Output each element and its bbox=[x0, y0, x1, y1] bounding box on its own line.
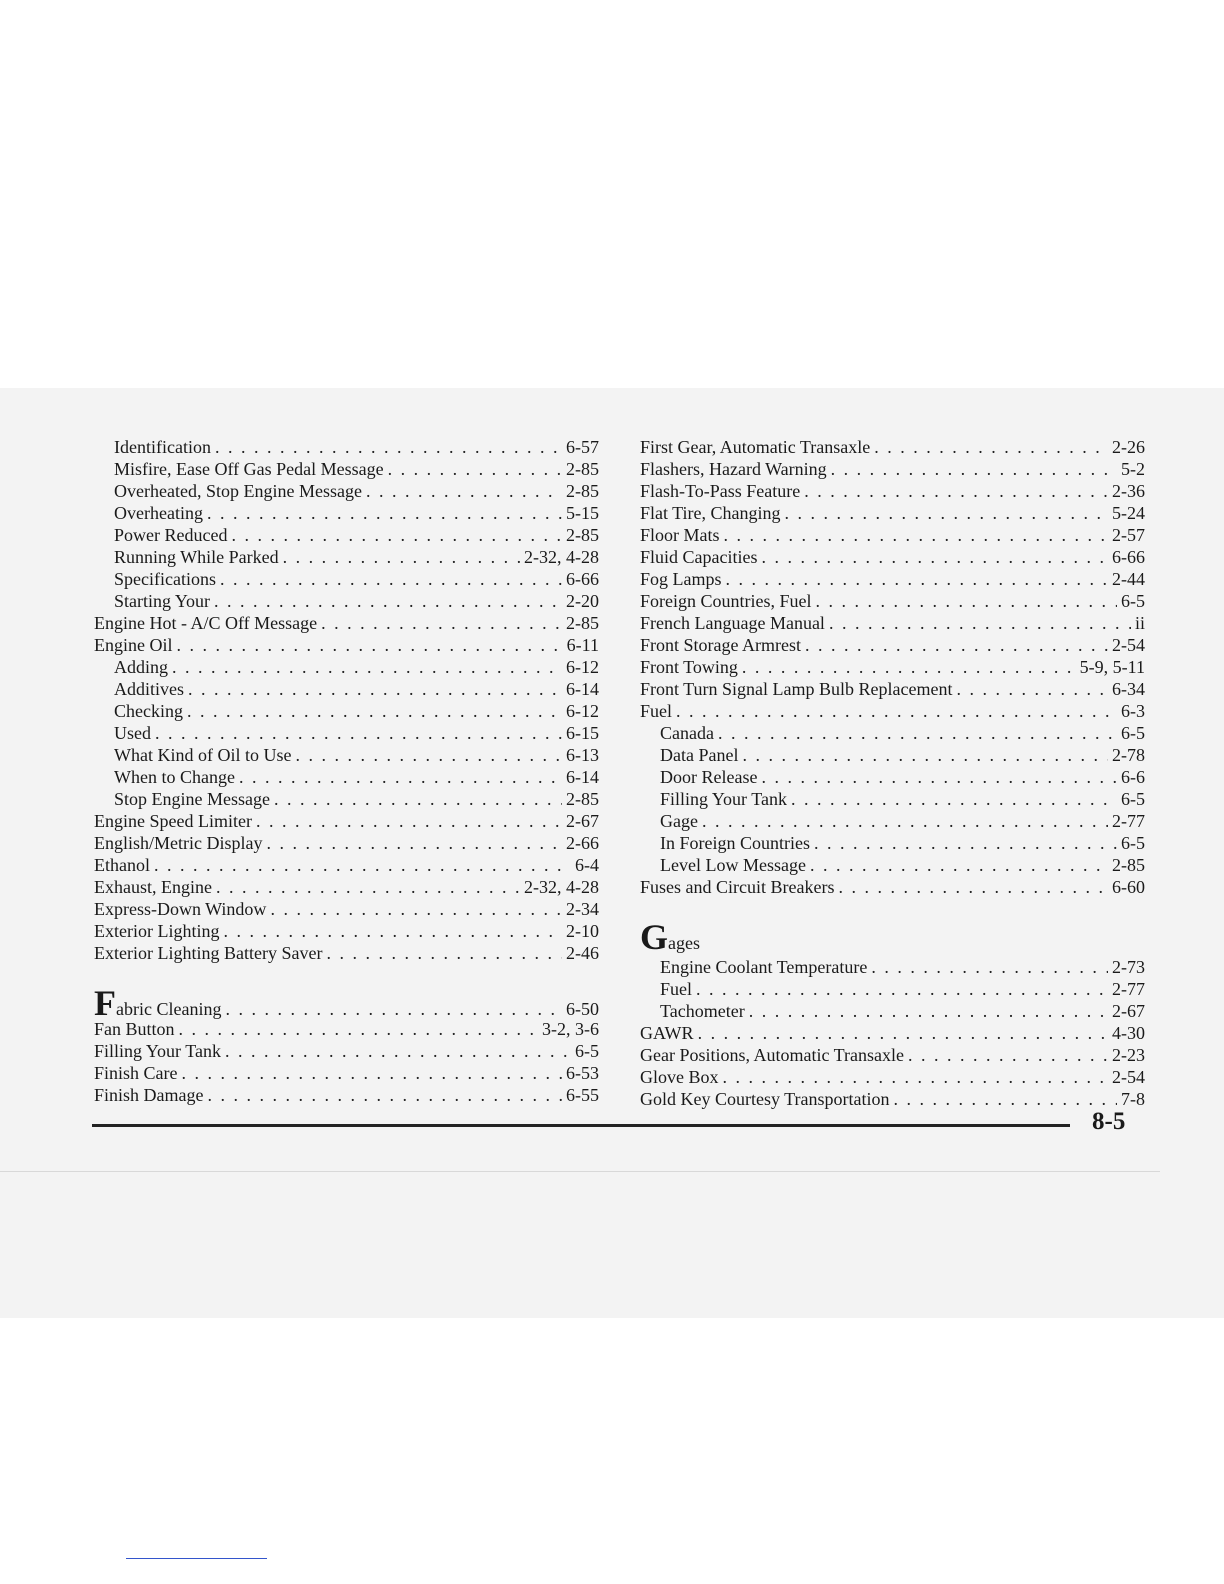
entry-label: Express-Down Window bbox=[94, 899, 267, 919]
leader-dots bbox=[256, 810, 562, 832]
entry-page: 2-85 bbox=[1112, 855, 1145, 875]
index-entry bbox=[94, 524, 599, 546]
index-entry bbox=[640, 1088, 1145, 1110]
entry-page: 6-12 bbox=[566, 657, 599, 677]
entry-page: 6-6 bbox=[1121, 767, 1145, 787]
entry-label: Ethanol bbox=[94, 855, 150, 875]
leader-dots bbox=[215, 436, 562, 458]
leader-dots bbox=[321, 612, 562, 634]
index-column-left bbox=[94, 436, 599, 1106]
leader-dots bbox=[829, 612, 1131, 634]
entry-page: 2-66 bbox=[566, 833, 599, 853]
left-entries bbox=[94, 436, 599, 964]
entry-label: Flashers, Hazard Warning bbox=[640, 459, 827, 479]
index-entry bbox=[640, 546, 1145, 568]
leader-dots bbox=[761, 766, 1117, 788]
index-entry bbox=[94, 700, 599, 722]
leader-dots bbox=[742, 656, 1076, 678]
index-entry bbox=[640, 678, 1145, 700]
g-entries bbox=[640, 956, 1145, 1110]
leader-dots bbox=[188, 678, 562, 700]
leader-dots bbox=[239, 766, 562, 788]
index-entry bbox=[94, 590, 599, 612]
index-entry bbox=[94, 876, 599, 898]
entry-page: 6-66 bbox=[1112, 547, 1145, 567]
leader-dots bbox=[785, 502, 1108, 524]
entry-page: 6-53 bbox=[566, 1063, 599, 1083]
entry-page: 6-4 bbox=[575, 855, 599, 875]
leader-dots bbox=[749, 1000, 1108, 1022]
leader-dots bbox=[696, 978, 1108, 1000]
index-entry bbox=[94, 744, 599, 766]
entry-label: French Language Manual bbox=[640, 613, 825, 633]
entry-page: 2-54 bbox=[1112, 1067, 1145, 1087]
entry-label: Fog Lamps bbox=[640, 569, 722, 589]
entry-page: 6-55 bbox=[566, 1085, 599, 1105]
page-number: 8-5 bbox=[1092, 1108, 1126, 1135]
entry-label: Running While Parked bbox=[114, 547, 279, 567]
entry-page: 5-24 bbox=[1112, 503, 1145, 523]
entry-page: 6-5 bbox=[575, 1041, 599, 1061]
entry-page: 2-73 bbox=[1112, 957, 1145, 977]
entry-page: 7-8 bbox=[1121, 1089, 1145, 1109]
entry-label: Tachometer bbox=[660, 1001, 745, 1021]
entry-label: Fuel bbox=[660, 979, 693, 999]
entry-page: 6-14 bbox=[566, 767, 599, 787]
leader-dots bbox=[791, 788, 1117, 810]
index-entry bbox=[94, 634, 599, 656]
index-entry bbox=[640, 568, 1145, 590]
index-entry bbox=[94, 1040, 599, 1062]
index-entry bbox=[94, 832, 599, 854]
entry-page: 2-77 bbox=[1112, 979, 1145, 999]
entry-label: Flash-To-Pass Feature bbox=[640, 481, 801, 501]
index-entry bbox=[94, 722, 599, 744]
link-underline bbox=[126, 1558, 267, 1559]
entry-label: Starting Your bbox=[114, 591, 211, 611]
leader-dots bbox=[283, 546, 520, 568]
leader-dots bbox=[718, 722, 1117, 744]
leader-dots bbox=[154, 854, 571, 876]
entry-page: 6-57 bbox=[566, 437, 599, 457]
entry-label: Filling Your Tank bbox=[94, 1041, 221, 1061]
entry-label: Additives bbox=[114, 679, 184, 699]
entry-page: 6-13 bbox=[566, 745, 599, 765]
index-entry bbox=[640, 436, 1145, 458]
index-entry bbox=[640, 722, 1145, 744]
index-entry bbox=[94, 678, 599, 700]
section-heading-gages: G ages bbox=[640, 917, 700, 957]
index-entry bbox=[640, 854, 1145, 876]
index-entry bbox=[94, 612, 599, 634]
leader-dots bbox=[894, 1088, 1118, 1110]
entry-page: 2-67 bbox=[1112, 1001, 1145, 1021]
leader-dots bbox=[326, 942, 562, 964]
index-entry bbox=[94, 810, 599, 832]
entry-label: Door Release bbox=[660, 767, 758, 787]
entry-page: 6-14 bbox=[566, 679, 599, 699]
entry-label: Flat Tire, Changing bbox=[640, 503, 781, 523]
entry-page: 2-10 bbox=[566, 921, 599, 941]
entry-page: 2-32, 4-28 bbox=[524, 877, 599, 897]
index-entry bbox=[94, 1018, 599, 1040]
leader-dots bbox=[676, 700, 1117, 722]
entry-label: Data Panel bbox=[660, 745, 739, 765]
entry-label: In Foreign Countries bbox=[660, 833, 810, 853]
leader-dots bbox=[155, 722, 562, 744]
entry-page: 2-23 bbox=[1112, 1045, 1145, 1065]
entry-page: 2-36 bbox=[1112, 481, 1145, 501]
entry-page: 6-5 bbox=[1121, 723, 1145, 743]
index-entry bbox=[640, 612, 1145, 634]
entry-page: 6-5 bbox=[1121, 789, 1145, 809]
leader-dots bbox=[702, 810, 1108, 832]
entry-label: Used bbox=[114, 723, 151, 743]
leader-dots bbox=[207, 502, 562, 524]
index-entry bbox=[94, 1084, 599, 1106]
entry-label: Finish Care bbox=[94, 1063, 178, 1083]
index-entry bbox=[640, 1022, 1145, 1044]
leader-dots bbox=[266, 832, 562, 854]
index-entry bbox=[94, 1062, 599, 1084]
leader-dots bbox=[220, 568, 562, 590]
index-entry bbox=[640, 656, 1145, 678]
entry-page: ii bbox=[1134, 613, 1145, 633]
entry-label: Engine Coolant Temperature bbox=[660, 957, 868, 977]
index-entry bbox=[94, 656, 599, 678]
leader-dots bbox=[831, 458, 1117, 480]
leader-dots bbox=[208, 1084, 563, 1106]
entry-label: Floor Mats bbox=[640, 525, 720, 545]
entry-label: Fluid Capacities bbox=[640, 547, 758, 567]
section-letter-f: F bbox=[94, 983, 116, 1023]
leader-dots bbox=[726, 568, 1108, 590]
index-entry bbox=[94, 546, 599, 568]
entry-page: 2-85 bbox=[566, 459, 599, 479]
entry-page: 2-85 bbox=[566, 613, 599, 633]
leader-dots bbox=[874, 436, 1108, 458]
index-entry bbox=[640, 832, 1145, 854]
leader-dots bbox=[838, 876, 1108, 898]
index-entry bbox=[94, 898, 599, 920]
entry-page: 5-2 bbox=[1121, 459, 1145, 479]
section-letter-g: G bbox=[640, 917, 669, 957]
leader-dots bbox=[182, 1062, 563, 1084]
entry-page: 5-9, 5-11 bbox=[1079, 657, 1145, 677]
leader-dots bbox=[723, 1066, 1109, 1088]
entry-label: Fuses and Circuit Breakers bbox=[640, 877, 835, 897]
leader-dots bbox=[172, 656, 562, 678]
entry-label: Front Towing bbox=[640, 657, 738, 677]
entry-page: 5-15 bbox=[566, 503, 599, 523]
index-entry bbox=[94, 436, 599, 458]
entry-page: 6-11 bbox=[566, 635, 599, 655]
entry-page: 6-3 bbox=[1121, 701, 1145, 721]
leader-dots bbox=[804, 480, 1108, 502]
leader-dots bbox=[223, 920, 562, 942]
entry-page: 2-57 bbox=[1112, 525, 1145, 545]
entry-label: Overheating bbox=[114, 503, 203, 523]
index-entry bbox=[94, 788, 599, 810]
entry-page: 6-5 bbox=[1121, 833, 1145, 853]
entry-label: Specifications bbox=[114, 569, 216, 589]
entry-page: 2-85 bbox=[566, 481, 599, 501]
entry-page: 2-32, 4-28 bbox=[524, 547, 599, 567]
leader-dots bbox=[816, 590, 1118, 612]
entry-label: Exterior Lighting bbox=[94, 921, 220, 941]
index-entry bbox=[94, 942, 599, 964]
index-entry bbox=[640, 458, 1145, 480]
entry-label: Engine Speed Limiter bbox=[94, 811, 252, 831]
index-entry bbox=[640, 590, 1145, 612]
entry-page: 2-46 bbox=[566, 943, 599, 963]
leader-dots bbox=[177, 634, 563, 656]
leader-dots bbox=[214, 590, 562, 612]
index-entry bbox=[94, 502, 599, 524]
leader-dots bbox=[366, 480, 562, 502]
leader-dots bbox=[274, 788, 562, 810]
entry-label: Checking bbox=[114, 701, 183, 721]
leader-dots bbox=[295, 744, 562, 766]
index-entry bbox=[640, 524, 1145, 546]
section-gap bbox=[94, 964, 599, 988]
entry-label: GAWR bbox=[640, 1023, 694, 1043]
index-entry bbox=[94, 854, 599, 876]
entry-label: Stop Engine Message bbox=[114, 789, 270, 809]
entry-label: Fabric Cleaning bbox=[94, 983, 222, 1023]
entry-label: Misfire, Ease Off Gas Pedal Message bbox=[114, 459, 384, 479]
entry-label: Front Turn Signal Lamp Bulb Replacement bbox=[640, 679, 953, 699]
leader-dots bbox=[761, 546, 1108, 568]
entry-label: First Gear, Automatic Transaxle bbox=[640, 437, 871, 457]
index-entry bbox=[640, 876, 1145, 898]
leader-dots bbox=[810, 854, 1108, 876]
entry-page: 6-5 bbox=[1121, 591, 1145, 611]
entry-label: Canada bbox=[660, 723, 714, 743]
entry-label: Identification bbox=[114, 437, 211, 457]
index-entry bbox=[640, 1066, 1145, 1088]
index-entry bbox=[640, 788, 1145, 810]
index-entry bbox=[640, 744, 1145, 766]
footer-rule bbox=[92, 1124, 1070, 1127]
entry-label: Fuel bbox=[640, 701, 673, 721]
index-entry bbox=[94, 458, 599, 480]
entry-label: Power Reduced bbox=[114, 525, 228, 545]
leader-dots bbox=[231, 524, 562, 546]
entry-label: Engine Oil bbox=[94, 635, 173, 655]
section-gap bbox=[640, 898, 1145, 922]
entry-page: 4-30 bbox=[1112, 1023, 1145, 1043]
entry-label: Foreign Countries, Fuel bbox=[640, 591, 812, 611]
entry-label: Gage bbox=[660, 811, 698, 831]
entry-page: 6-34 bbox=[1112, 679, 1145, 699]
leader-dots bbox=[871, 956, 1108, 978]
right-entries bbox=[640, 436, 1145, 898]
entry-label: Adding bbox=[114, 657, 168, 677]
entry-label: Finish Damage bbox=[94, 1085, 204, 1105]
leader-dots bbox=[814, 832, 1117, 854]
entry-label: When to Change bbox=[114, 767, 235, 787]
index-entry bbox=[640, 766, 1145, 788]
entry-label: Gear Positions, Automatic Transaxle bbox=[640, 1045, 904, 1065]
index-entry bbox=[640, 956, 1145, 978]
entry-page: 6-50 bbox=[566, 999, 599, 1019]
leader-dots bbox=[225, 1040, 571, 1062]
leader-dots bbox=[908, 1044, 1108, 1066]
entry-label: English/Metric Display bbox=[94, 833, 263, 853]
entry-label: Glove Box bbox=[640, 1067, 719, 1087]
entry-label: Filling Your Tank bbox=[660, 789, 787, 809]
entry-page: 2-67 bbox=[566, 811, 599, 831]
index-entry-fabric-cleaning bbox=[94, 983, 599, 1023]
leader-dots bbox=[805, 634, 1108, 656]
entry-page: 6-12 bbox=[566, 701, 599, 721]
index-entry bbox=[640, 502, 1145, 524]
index-entry bbox=[640, 634, 1145, 656]
leader-dots bbox=[698, 1022, 1108, 1044]
entry-page: 2-20 bbox=[566, 591, 599, 611]
entry-label: Level Low Message bbox=[660, 855, 806, 875]
leader-dots bbox=[388, 458, 562, 480]
entry-page: 2-78 bbox=[1112, 745, 1145, 765]
entry-label: Fan Button bbox=[94, 1019, 175, 1039]
leader-dots bbox=[957, 678, 1109, 700]
index-entry bbox=[640, 978, 1145, 1000]
index-entry bbox=[94, 480, 599, 502]
entry-page: 2-44 bbox=[1112, 569, 1145, 589]
entry-page: 6-66 bbox=[566, 569, 599, 589]
leader-dots bbox=[179, 1018, 538, 1040]
entry-page: 3-2, 3-6 bbox=[542, 1019, 599, 1039]
index-entry bbox=[94, 766, 599, 788]
index-entry bbox=[94, 920, 599, 942]
index-entry bbox=[94, 568, 599, 590]
entry-label: Exterior Lighting Battery Saver bbox=[94, 943, 323, 963]
index-entry bbox=[640, 480, 1145, 502]
entry-label: Exhaust, Engine bbox=[94, 877, 212, 897]
index-entry bbox=[640, 1044, 1145, 1066]
leader-dots bbox=[187, 700, 562, 722]
entry-page: 2-34 bbox=[566, 899, 599, 919]
leader-dots bbox=[742, 744, 1108, 766]
entry-page: 2-54 bbox=[1112, 635, 1145, 655]
entry-label: Engine Hot - A/C Off Message bbox=[94, 613, 318, 633]
leader-dots bbox=[724, 524, 1108, 546]
entry-page: 2-85 bbox=[566, 789, 599, 809]
scan-edge-line bbox=[0, 1171, 1160, 1172]
entry-label: Front Storage Armrest bbox=[640, 635, 801, 655]
entry-label: Gold Key Courtesy Transportation bbox=[640, 1089, 890, 1109]
entry-label: Overheated, Stop Engine Message bbox=[114, 481, 362, 501]
index-entry bbox=[640, 1000, 1145, 1022]
entry-page: 2-77 bbox=[1112, 811, 1145, 831]
entry-page: 2-85 bbox=[566, 525, 599, 545]
f-entries bbox=[94, 1018, 599, 1106]
entry-page: 2-26 bbox=[1112, 437, 1145, 457]
leader-dots bbox=[270, 898, 562, 920]
leader-dots bbox=[216, 876, 520, 898]
entry-page: 6-60 bbox=[1112, 877, 1145, 897]
index-entry bbox=[640, 700, 1145, 722]
entry-page: 6-15 bbox=[566, 723, 599, 743]
entry-label: What Kind of Oil to Use bbox=[114, 745, 292, 765]
index-column-right bbox=[640, 436, 1145, 1110]
index-entry bbox=[640, 810, 1145, 832]
